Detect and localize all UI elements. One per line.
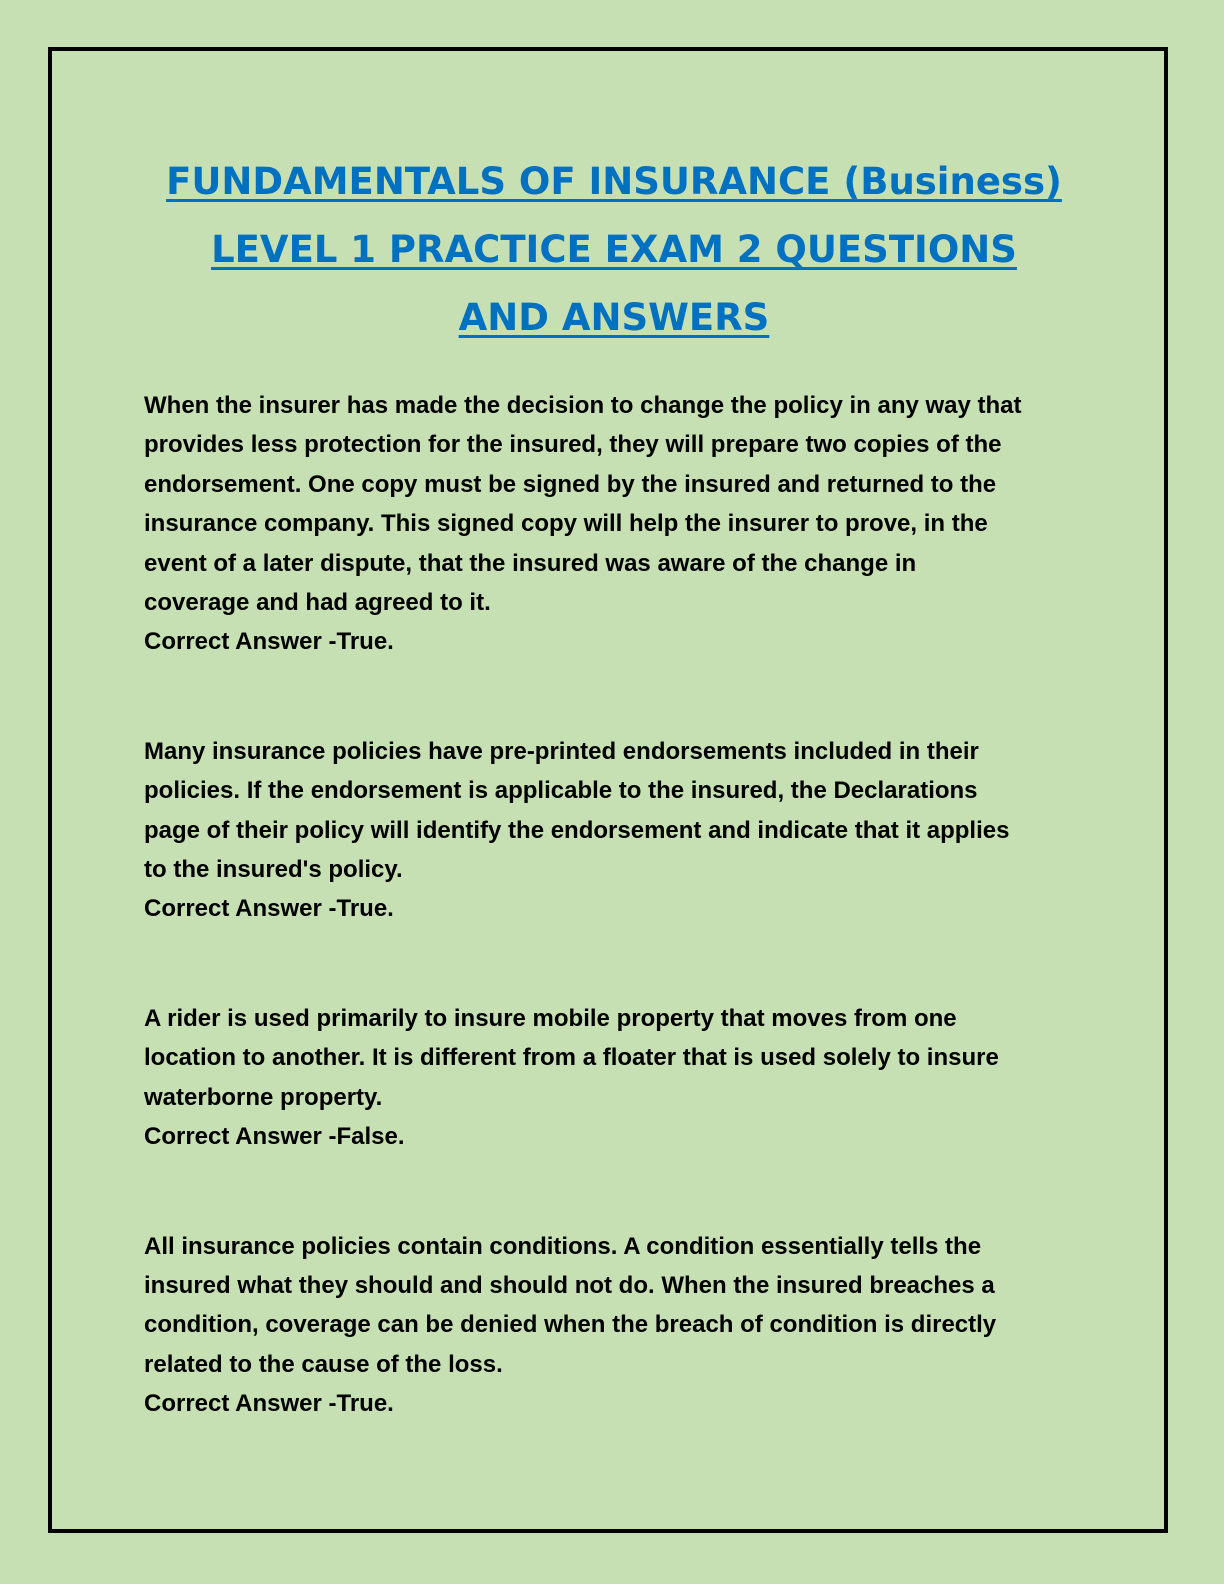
title-line: AND ANSWERS [458,296,770,339]
question-line: page of their policy will identify the endorsement and indicate that it applies [144,816,1010,844]
question-text [144,999,1084,1117]
document-content [144,148,1084,1494]
answer-text: Correct Answer -True. [144,895,394,923]
question-line: policies. If the endorsement is applicable to the insured, the Declarations [144,777,978,805]
question-line: related to the cause of the loss. [144,1350,503,1378]
question-line: event of a later dispute, that the insured was aware of the change in [144,549,917,577]
qa-item [144,386,1084,662]
question-line: endorsement. One copy must be signed by the insured and returned to the [144,470,997,498]
qa-item [144,1227,1084,1424]
title-line: LEVEL 1 PRACTICE EXAM 2 QUESTIONS [211,228,1017,271]
question-line: waterborne property. [144,1083,383,1111]
question-text [144,732,1084,890]
question-text [144,386,1084,622]
question-line: insured what they should and should not do. When the insured breaches a [144,1271,995,1299]
question-line: Many insurance policies have pre-printed endorsements included in their [144,737,979,765]
question-line: provides less protection for the insured, they will prepare two copies of the [144,431,1002,459]
question-line: location to another. It is different from a floater that is used solely to insure [144,1044,999,1072]
question-line: condition, coverage can be denied when the breach of condition is directly [144,1311,997,1339]
question-line: A rider is used primarily to insure mobile property that moves from one [144,1004,957,1032]
question-line: When the insurer has made the decision to change the policy in any way that [144,392,1022,419]
question-line: coverage and had agreed to it. [144,589,491,617]
question-line: insurance company. This signed copy will help the insurer to prove, in the [144,510,988,538]
question-text [144,1227,1084,1385]
question-line: All insurance policies contain conditions. A condition essentially tells the [144,1232,982,1260]
qa-item [144,999,1084,1157]
document-title [144,148,1084,352]
answer-text: Correct Answer -False. [144,1123,405,1151]
answer-text: Correct Answer -True. [144,628,394,656]
qa-item [144,732,1084,929]
title-line: FUNDAMENTALS OF INSURANCE (Business) [166,160,1062,203]
question-line: to the insured's policy. [144,856,403,884]
answer-text: Correct Answer -True. [144,1390,394,1418]
